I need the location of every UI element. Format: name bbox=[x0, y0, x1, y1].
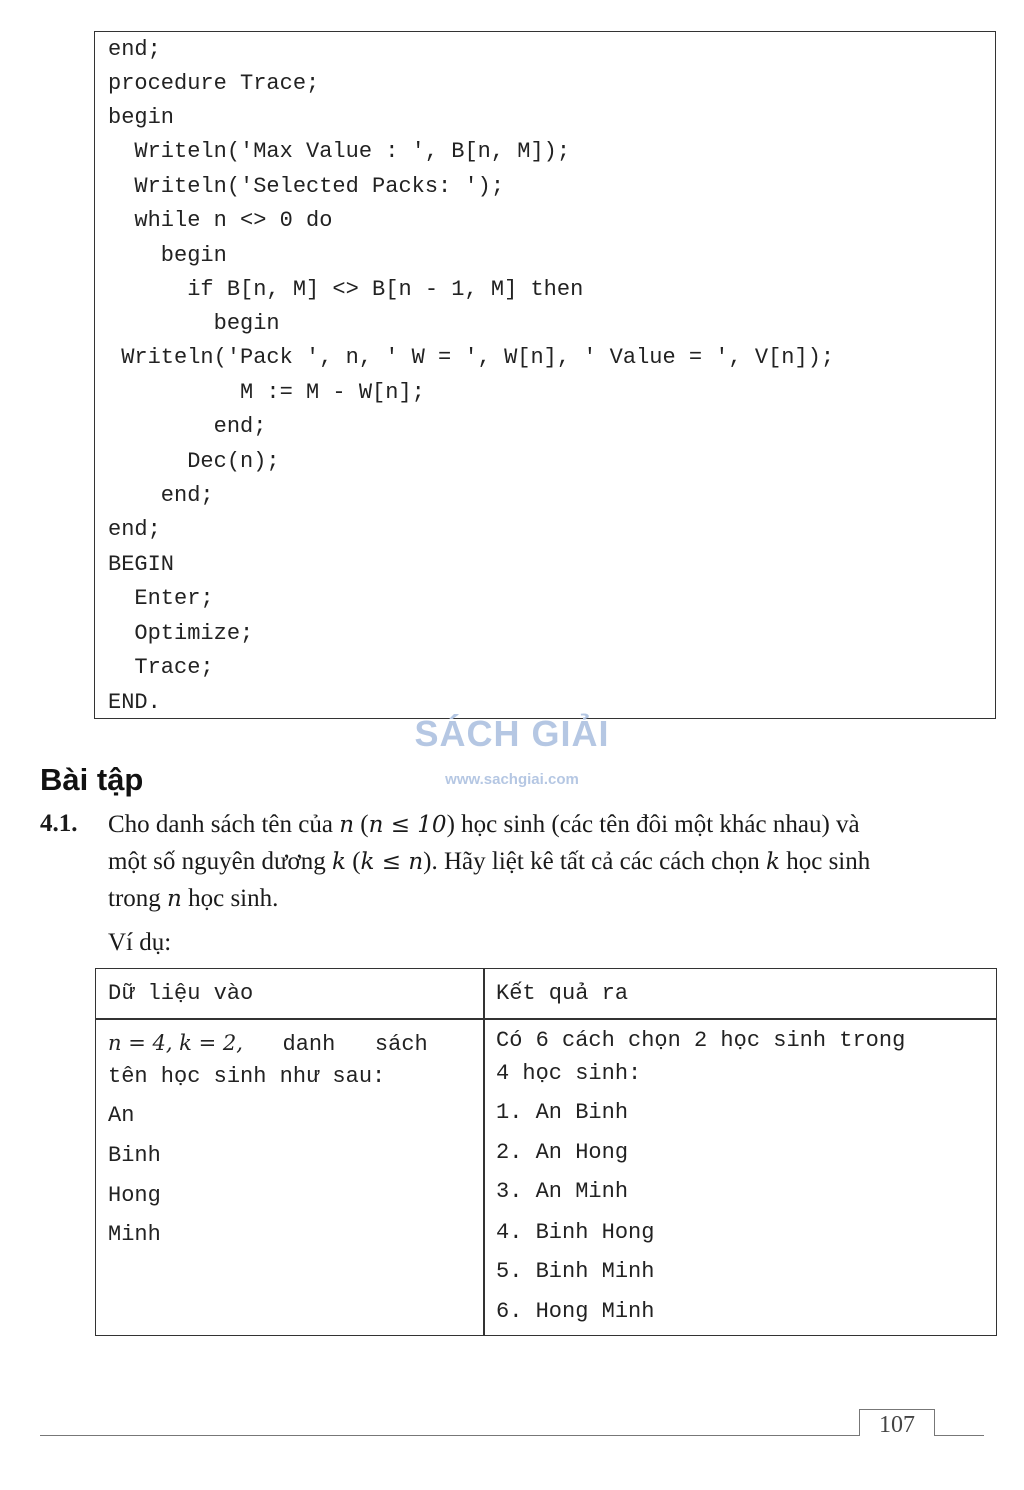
exercise-line-2: một số nguyên dương k (k ≤ n). Hãy liệt kê tất cả các cách chọn k học sinh bbox=[108, 848, 871, 875]
code-line: if B[n, M] <> B[n - 1, M] then bbox=[108, 277, 584, 302]
code-line: end; bbox=[108, 414, 267, 439]
page-number: 107 bbox=[859, 1409, 935, 1436]
exercise-line-1: Cho danh sách tên của n (n ≤ 10) học sinh (các tên đôi một khác nhau) và bbox=[108, 811, 860, 838]
code-line: procedure Trace; bbox=[108, 71, 320, 96]
code-line: begin bbox=[108, 105, 175, 130]
code-line: Writeln('Selected Packs: '); bbox=[108, 174, 505, 199]
code-listing bbox=[94, 31, 996, 719]
output-line: 4. Binh Hong bbox=[496, 1220, 655, 1245]
output-line: 6. Hong Minh bbox=[496, 1299, 655, 1324]
code-line: END. bbox=[108, 690, 161, 715]
input-first-line: n = 4, k = 2, danh sách bbox=[108, 1031, 428, 1057]
footer-rule bbox=[40, 1435, 984, 1436]
table-divider bbox=[483, 969, 485, 1335]
watermark-url: www.sachgiai.com bbox=[445, 771, 579, 788]
watermark bbox=[412, 698, 612, 798]
output-line: 2. An Hong bbox=[496, 1140, 629, 1165]
output-line: 4 học sinh: bbox=[496, 1061, 642, 1086]
input-line: Minh bbox=[108, 1222, 161, 1247]
output-line: 1. An Binh bbox=[496, 1100, 629, 1125]
input-line: tên học sinh như sau: bbox=[108, 1064, 386, 1089]
section-title: Bài tập bbox=[40, 762, 144, 797]
output-line: 3. An Minh bbox=[496, 1179, 629, 1204]
io-table bbox=[95, 968, 997, 1336]
code-line: BEGIN bbox=[108, 552, 175, 577]
code-line: while n <> 0 do bbox=[108, 208, 333, 233]
code-line: end; bbox=[108, 37, 161, 62]
code-line: end; bbox=[108, 517, 161, 542]
output-line: 5. Binh Minh bbox=[496, 1259, 655, 1284]
code-line: Enter; bbox=[108, 586, 214, 611]
header-input: Dữ liệu vào bbox=[108, 981, 254, 1006]
header-output: Kết quả ra bbox=[496, 981, 629, 1006]
input-line: Hong bbox=[108, 1183, 161, 1208]
input-line: Binh bbox=[108, 1143, 161, 1168]
example-label: Ví dụ: bbox=[108, 929, 172, 956]
code-line: end; bbox=[108, 483, 214, 508]
watermark-logo: SÁCH GIẢI bbox=[414, 713, 610, 754]
output-line: Có 6 cách chọn 2 học sinh trong bbox=[496, 1028, 906, 1053]
exercise-line-3: trong n học sinh. bbox=[108, 885, 279, 912]
code-line: begin bbox=[108, 311, 280, 336]
exercise-number: 4.1. bbox=[40, 810, 78, 837]
code-line: Writeln('Max Value : ', B[n, M]); bbox=[108, 139, 571, 164]
code-line: Writeln('Pack ', n, ' W = ', W[n], ' Value = ', V[n]); bbox=[108, 345, 835, 370]
code-line: Dec(n); bbox=[108, 449, 280, 474]
code-line: begin bbox=[108, 243, 227, 268]
code-line: Trace; bbox=[108, 655, 214, 680]
code-line: M := M - W[n]; bbox=[108, 380, 425, 405]
code-line: Optimize; bbox=[108, 621, 254, 646]
input-line: An bbox=[108, 1103, 135, 1128]
table-divider bbox=[96, 1018, 996, 1020]
